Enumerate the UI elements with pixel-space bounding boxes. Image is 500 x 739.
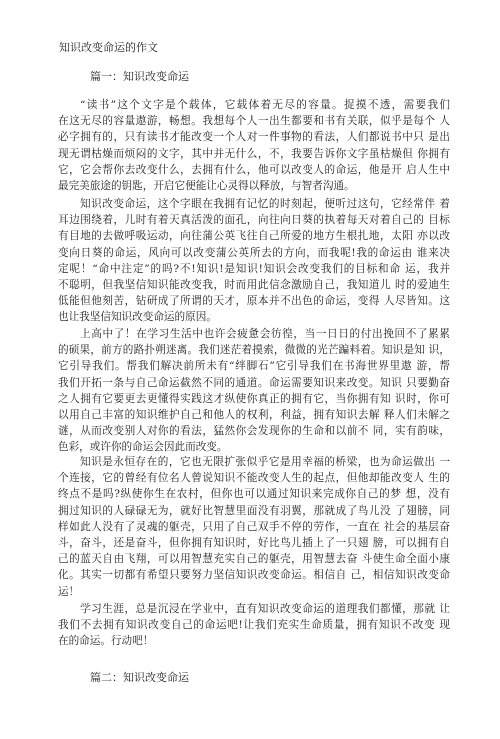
- paragraph-line: 在的命运。行动吧！: [58, 635, 154, 648]
- paragraph-line: 化。其实一切都有希望只要努力坚信知识改变命运。相信自 己，相信知识改变命: [58, 569, 450, 582]
- paragraph-line: 定呢！“命中注定”的吗?不!知识!是知识!知识会改变我们的目标和命 运，我并: [58, 262, 450, 275]
- paragraph-line: 有目地的去做呼吸运动，向往蒲公英飞往自己所爱的地方生根扎地，太阳 亦以改: [58, 230, 450, 243]
- paragraph-line: 它，它会帮你去改变什么，去拥有什么，他可以改变人的命运，他是开 启人生中: [58, 163, 450, 176]
- paragraph-line: 在这无尽的容量遨游，畅想。我想每个人一出生都要和书有关联，似乎是每个 人: [58, 115, 450, 128]
- paragraph-line: 知识是永恒存在的，它也无限扩张似乎它是用幸福的桥梁，也为命运做出 一: [80, 456, 450, 468]
- paragraph-line: 上高中了！在学习生活中也许会疲惫会彷徨，当一日日的付出挽回不了累累: [80, 328, 450, 340]
- paragraph-line: 谜，从而改变别人对你的看法，猛然你会发现你的生命和以前不 同，实有韵味，: [58, 425, 450, 438]
- paragraph-line: 拥过知识的人碌碌无为，就好比智慧里面没有羽翼，那就成了鸟儿没 了翅膀，同: [58, 504, 450, 517]
- paragraph-line: 己的蓝天自由飞翔，可以用智慧充实自己的躯壳，用智慧去奋 斗使生命全面小康: [58, 553, 450, 566]
- paragraph-line: 也让我坚信知识改变命运的原因。: [58, 311, 217, 324]
- section-heading-2: 篇二：知识改变命运: [90, 671, 189, 684]
- paragraph-line: 斗，奋斗，还是奋斗，但你拥有知识时，好比鸟儿插上了一只翅 膀，可以拥有自: [58, 536, 450, 549]
- paragraph-3: [58, 326, 450, 456]
- paragraph-line: 现无谓枯燥而烦闷的文字，其中并无什么，不，我要告诉你文字虽枯燥但 你拥有: [58, 147, 450, 160]
- paragraph-line: 以用自己丰富的知识维护自己和他人的权利，利益，拥有知识去解 释人们未解之: [58, 408, 450, 421]
- paragraph-2: [58, 196, 450, 326]
- paragraph-line: 色彩，或许你的命运会因此而改变。: [58, 441, 228, 454]
- paragraph-1: [58, 97, 450, 194]
- paragraph-line: 学习生涯，总是沉浸在学业中，直有知识改变命运的道理我们都懂，那就 让: [80, 603, 450, 615]
- paragraph-line: 耳边围绕着，儿时有着天真活泼的面孔，向往向日葵的执着每天对着自己的 目标: [58, 214, 450, 227]
- paragraph-line: 知识改变命运，这个字眼在我拥有记忆的时刻起，便听过这句，它经常伴 着: [80, 198, 450, 210]
- paragraph-5: [58, 601, 450, 650]
- section-heading-1: 篇一：知识改变命运: [90, 70, 189, 83]
- paragraph-line: 运！: [58, 585, 80, 598]
- paragraph-line: 低能但他刻苦，钻研成了所谓的天才，原本并不出色的命运，变得 人尽皆知。这: [58, 295, 450, 308]
- paragraph-line: 个连接，它的曾经有位名人曾说知识不能改变人生的起点，但他却能改变人 生的: [58, 472, 450, 485]
- paragraph-line: “读书”这个文字是个载体，它载体着无尽的容量。捉摸不透，需要我们: [80, 99, 450, 111]
- paragraph-line: 最完美旅途的钥匙，开启它便能让心灵得以释放，与智者沟通。: [58, 179, 355, 192]
- paragraph-line: 终点不是吗?纵使你生在农村，但你也可以通过知识来完成你自己的梦 想，没有: [58, 488, 450, 501]
- paragraph-line: 变向日葵的命运，风向可以改变蒲公英所去的方向，而我呢!我的命运由 谁来决: [58, 246, 450, 259]
- paragraph-line: 我们不去拥有知识改变自己的命运吧!让我们充实生命质量，拥有知识不改变 现: [58, 619, 450, 632]
- paragraph-line: 必字拥有的，只有读书才能改变一个人对一件事物的看法，人们都说书中只 是出: [58, 131, 450, 144]
- document-title: 知识改变命运的作文: [59, 41, 158, 54]
- paragraph-line: 不聪明，但我坚信知识能改变我，时而用此信念激励自己，我知道儿 时的爱迪生: [58, 278, 450, 291]
- paragraph-line: 它引导我们。帮我们解决前所未有“绊脚石”它引导我们在书海世界里遨 游，帮: [58, 360, 450, 373]
- paragraph-4: [58, 454, 450, 600]
- paragraph-line: 样如此人没有了灵魂的躯壳，只用了自己双手不停的劳作，一直在 社会的基层奋: [58, 520, 450, 533]
- paragraph-line: 我们开拓一条与自己命运截然不同的通道。命运需要知识来改变。知识 只要勤奋: [58, 376, 450, 389]
- paragraph-line: 之人拥有它要更去更懂得实践这才纵使你真正的拥有它，当你拥有知 识时，你可: [58, 392, 450, 405]
- paragraph-line: 的硕果，前方的路扑朔迷离。我们迷茫着摸索，微微的光芒蹁料着。知识是知 识，: [58, 344, 450, 357]
